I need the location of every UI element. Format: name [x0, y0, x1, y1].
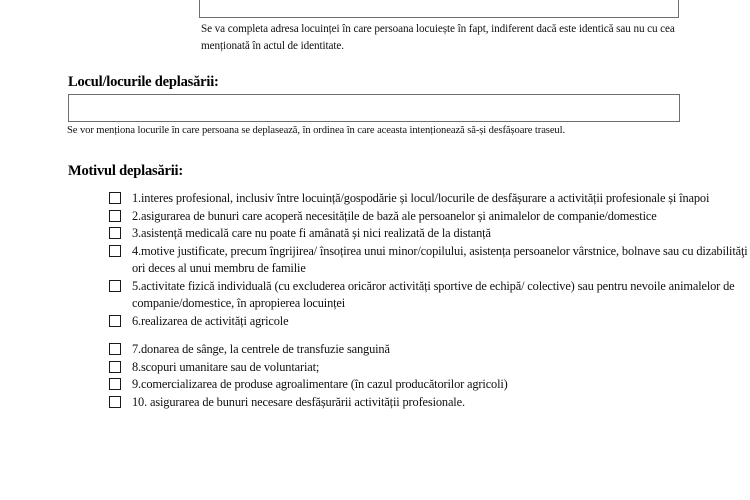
list-item[interactable]: [109, 243, 750, 278]
list-item-label: 3.asistență medicală care nu poate fi amânată și nici realizată de la distanță: [132, 226, 491, 240]
list-item[interactable]: [109, 394, 750, 412]
list-item[interactable]: [109, 225, 750, 243]
checkbox-icon[interactable]: [109, 227, 121, 239]
list-item[interactable]: [109, 208, 750, 226]
places-input[interactable]: [68, 94, 680, 122]
list-item[interactable]: [109, 341, 750, 359]
places-heading: Locul/locurile deplasării:: [68, 74, 219, 90]
reason-heading: Motivul deplasării:: [68, 163, 184, 179]
checkbox-icon[interactable]: [109, 343, 121, 355]
checkbox-icon[interactable]: [109, 210, 121, 222]
address-input[interactable]: [199, 0, 679, 18]
checkbox-icon[interactable]: [109, 396, 121, 408]
list-item[interactable]: [109, 278, 750, 313]
places-note: Se vor menționa locurile în care persoana se deplasează, în ordinea în care aceasta intenționează să-și desfășoare traseul.: [67, 125, 566, 136]
checkbox-icon[interactable]: [109, 245, 121, 257]
list-item-label: 2.asigurarea de bunuri care acoperă necesitățile de bază ale persoanelor și animalelor de companie/domestice: [132, 208, 657, 223]
checkbox-icon[interactable]: [109, 192, 121, 204]
list-item-label: 8.scopuri umanitare sau de voluntariat;: [132, 359, 320, 374]
checkbox-icon[interactable]: [109, 315, 121, 327]
list-item[interactable]: [109, 190, 750, 208]
reason-list: [109, 190, 750, 411]
list-item-label: 5.activitate fizică individuală (cu excluderea oricăror activități sportive de echipă/ colective) sau pentru nevoile animalelor de companie/domestice, în apropierea locuinței: [132, 278, 735, 310]
list-item[interactable]: [109, 313, 750, 331]
list-item-label: 4.motive justificate, precum îngrijirea/ însoțirea unui minor/copilului, asistența persoanelor vârstnice, bolnave sau cu dizabilităţi ori deces al unui membru de familie: [132, 243, 748, 275]
list-item[interactable]: [109, 376, 750, 394]
list-item-label: 10. asigurarea de bunuri necesare desfășurării activității profesionale.: [132, 394, 465, 409]
checkbox-icon[interactable]: [109, 361, 121, 373]
list-item-label: 6.realizarea de activități agricole: [132, 313, 289, 328]
checkbox-icon[interactable]: [109, 378, 121, 390]
list-item-label: 7.donarea de sânge, la centrele de transfuzie sanguină: [132, 342, 390, 356]
list-item[interactable]: [109, 359, 750, 377]
list-item-label: 1.interes profesional, inclusiv între locuință/gospodărie și locul/locurile de desfășurare a activității profesionale și înapoi: [132, 191, 710, 205]
checkbox-icon[interactable]: [109, 280, 121, 292]
list-item-label: 9.comercializarea de produse agroalimentare (în cazul producătorilor agricoli): [132, 377, 508, 391]
address-note: Se va completa adresa locuinței în care persoana locuiește în fapt, indiferent dacă este identică sau nu cu cea menționată în actul de identitate.: [201, 23, 675, 52]
